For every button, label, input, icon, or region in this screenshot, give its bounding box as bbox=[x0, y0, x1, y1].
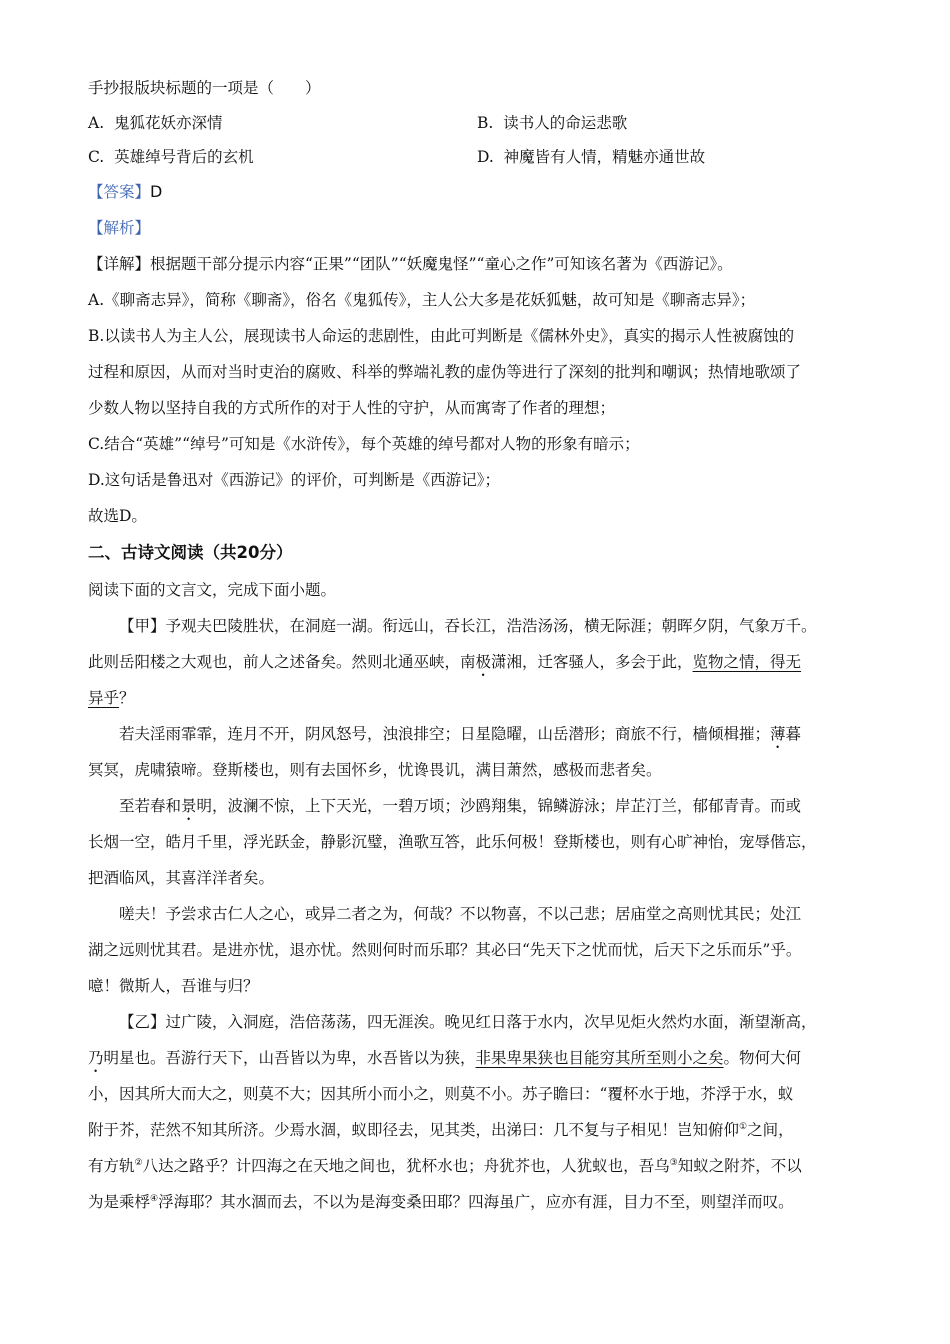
jia-p1-line-1: 【甲】予观夫巴陵胜状，在洞庭一湖。衔远山，吞长江，浩浩汤汤，横无际涯；朝晖夕阴，气象万千。 bbox=[119, 617, 817, 635]
jia-p4-line-3: 噫！微斯人，吾谁与归？ bbox=[88, 977, 259, 995]
underlined-sentence: 非果卑果狭也目能穷其所至则小之矣 bbox=[475, 1049, 724, 1067]
footnote-3: ③ bbox=[669, 1157, 678, 1168]
yi-line-6: 为是乘桴④浮海耶？其水涸而去，不以为是海变桑田耶？四海虽广，应亦有涯，目力不至，则望洋而叹。 bbox=[88, 1193, 794, 1211]
jia-p2-line-2: 冥冥，虎啸猿啼。登斯楼也，则有去国怀乡，忧谗畏讥，满目萧然，感极而悲者矣。 bbox=[88, 761, 662, 779]
underlined-sentence: 览物之情，得无 bbox=[692, 653, 802, 671]
answer-label: 【答案】 bbox=[88, 183, 151, 201]
jia-p4-line-1: 嗟夫！予尝求古仁人之心，或异二者之为，何哉？不以物喜，不以己悲；居庙堂之高则忧其民；处江 bbox=[119, 905, 802, 923]
footnote-2: ② bbox=[134, 1157, 143, 1168]
yi-line-5: 有方轨②八达之路乎？计四海之在天地之间也，犹杯水也；舟犹芥也，人犹蚁也，吾乌③知蚁之附芥，不以 bbox=[88, 1157, 802, 1175]
emphasis-char: 极 bbox=[475, 653, 492, 671]
footnote-4: ④ bbox=[150, 1193, 159, 1204]
analysis-line-1: 【详解】根据题干部分提示内容“正果”“团队”“妖魔鬼怪”“童心之作”可知该名著为《西游记》。 bbox=[88, 255, 733, 273]
jia-p2-line-1: 若夫淫雨霏霏，连月不开，阴风怒号，浊浪排空；日星隐曜，山岳潜形；商旅不行，樯倾楫摧；薄暮 bbox=[119, 725, 802, 743]
option-a: A. 鬼狐花妖亦深情 bbox=[88, 114, 223, 132]
jia-p4-line-2: 湖之远则忧其君。是进亦忧，退亦忧。然则何时而乐耶？其必曰“先天下之忧而忧，后天下之乐而乐”乎。 bbox=[88, 941, 802, 959]
jia-p3-line-2: 长烟一空，皓月千里，浮光跃金，静影沉璧，渔歌互答，此乐何极！登斯楼也，则有心旷神怡，宠辱偕忘， bbox=[88, 833, 817, 851]
analysis-line-6: C.结合“英雄”“绰号”可知是《水浒传》，每个英雄的绰号都对人物的形象有暗示； bbox=[88, 435, 640, 453]
yi-line-3: 小，因其所大而大之，则莫不大；因其所小而小之，则莫不小。苏子瞻曰：“覆杯水于地，芥浮于水，蚁 bbox=[88, 1085, 794, 1103]
jia-p1-line-2: 此则岳阳楼之大观也，前人之述备矣。然则北通巫峡，南极潇湘，迁客骚人，多会于此，览物之情，得无 bbox=[88, 653, 802, 671]
jia-p3-line-1: 至若春和景明，波澜不惊，上下天光，一碧万顷；沙鸥翔集，锦鳞游泳；岸芷汀兰，郁郁青青。而或 bbox=[119, 797, 802, 815]
answer-line bbox=[88, 174, 868, 210]
option-c: C. 英雄绰号背后的玄机 bbox=[88, 148, 254, 166]
option-b: B. 读书人的命运悲歌 bbox=[477, 114, 628, 132]
options-row-1 bbox=[88, 106, 868, 140]
section-title: 二、古诗文阅读（共20分） bbox=[88, 543, 293, 562]
yi-line-4: 附于芥，茫然不知其所济。少焉水涸，蚁即径去，见其类，出涕曰：几不复与子相见！岂知俯仰①之间， bbox=[88, 1121, 794, 1139]
jia-p1-line-3: 异乎？ bbox=[88, 689, 135, 707]
analysis-line-2: A.《聊斋志异》，简称《聊斋》，俗名《鬼狐传》，主人公大多是花妖狐魅，故可知是《聊斋志异》； bbox=[88, 291, 756, 309]
analysis-line-3: B.以读书人为主人公，展现读书人命运的悲剧性，由此可判断是《儒林外史》，真实的揭示人性被腐蚀的 bbox=[88, 327, 795, 345]
jia-p3-line-3: 把酒临风，其喜洋洋者矣。 bbox=[88, 869, 275, 887]
analysis-line-4: 过程和原因，从而对当时吏治的腐败、科举的弊端礼教的虚伪等进行了深刻的批判和嘲讽；热情地歌颂了 bbox=[88, 363, 802, 381]
footnote-1: ① bbox=[739, 1121, 748, 1132]
question-stem: 手抄报版块标题的一项是（ ） bbox=[88, 79, 321, 97]
analysis-line-7: D.这句话是鲁迅对《西游记》的评价，可判断是《西游记》； bbox=[88, 471, 501, 489]
section-intro: 阅读下面的文言文，完成下面小题。 bbox=[88, 581, 337, 599]
analysis-label: 【解析】 bbox=[88, 219, 151, 237]
answer-value: D bbox=[150, 182, 163, 201]
document-page bbox=[88, 70, 868, 1220]
yi-line-1: 【乙】过广陵，入洞庭，浩倍荡荡，四无涯涘。晚见红日落于水内，次早见炬火然灼水面，渐望渐高， bbox=[119, 1013, 817, 1031]
options-row-2 bbox=[88, 140, 868, 174]
yi-line-2: 乃明星也。吾游行天下，山吾皆以为卑，水吾皆以为狭，非果卑果狭也目能穷其所至则小之矣。物何大何 bbox=[88, 1049, 802, 1067]
option-d: D. 神魔皆有人情，精魅亦通世故 bbox=[477, 148, 706, 166]
emphasis-char: 乃 bbox=[88, 1049, 104, 1067]
analysis-line-5: 少数人物以坚持自我的方式所作的对于人性的守护，从而寓寄了作者的理想； bbox=[88, 399, 616, 417]
emphasis-char: 景 bbox=[181, 797, 197, 815]
analysis-line-8: 故选D。 bbox=[88, 507, 147, 525]
emphasis-char: 薄 bbox=[770, 725, 786, 743]
